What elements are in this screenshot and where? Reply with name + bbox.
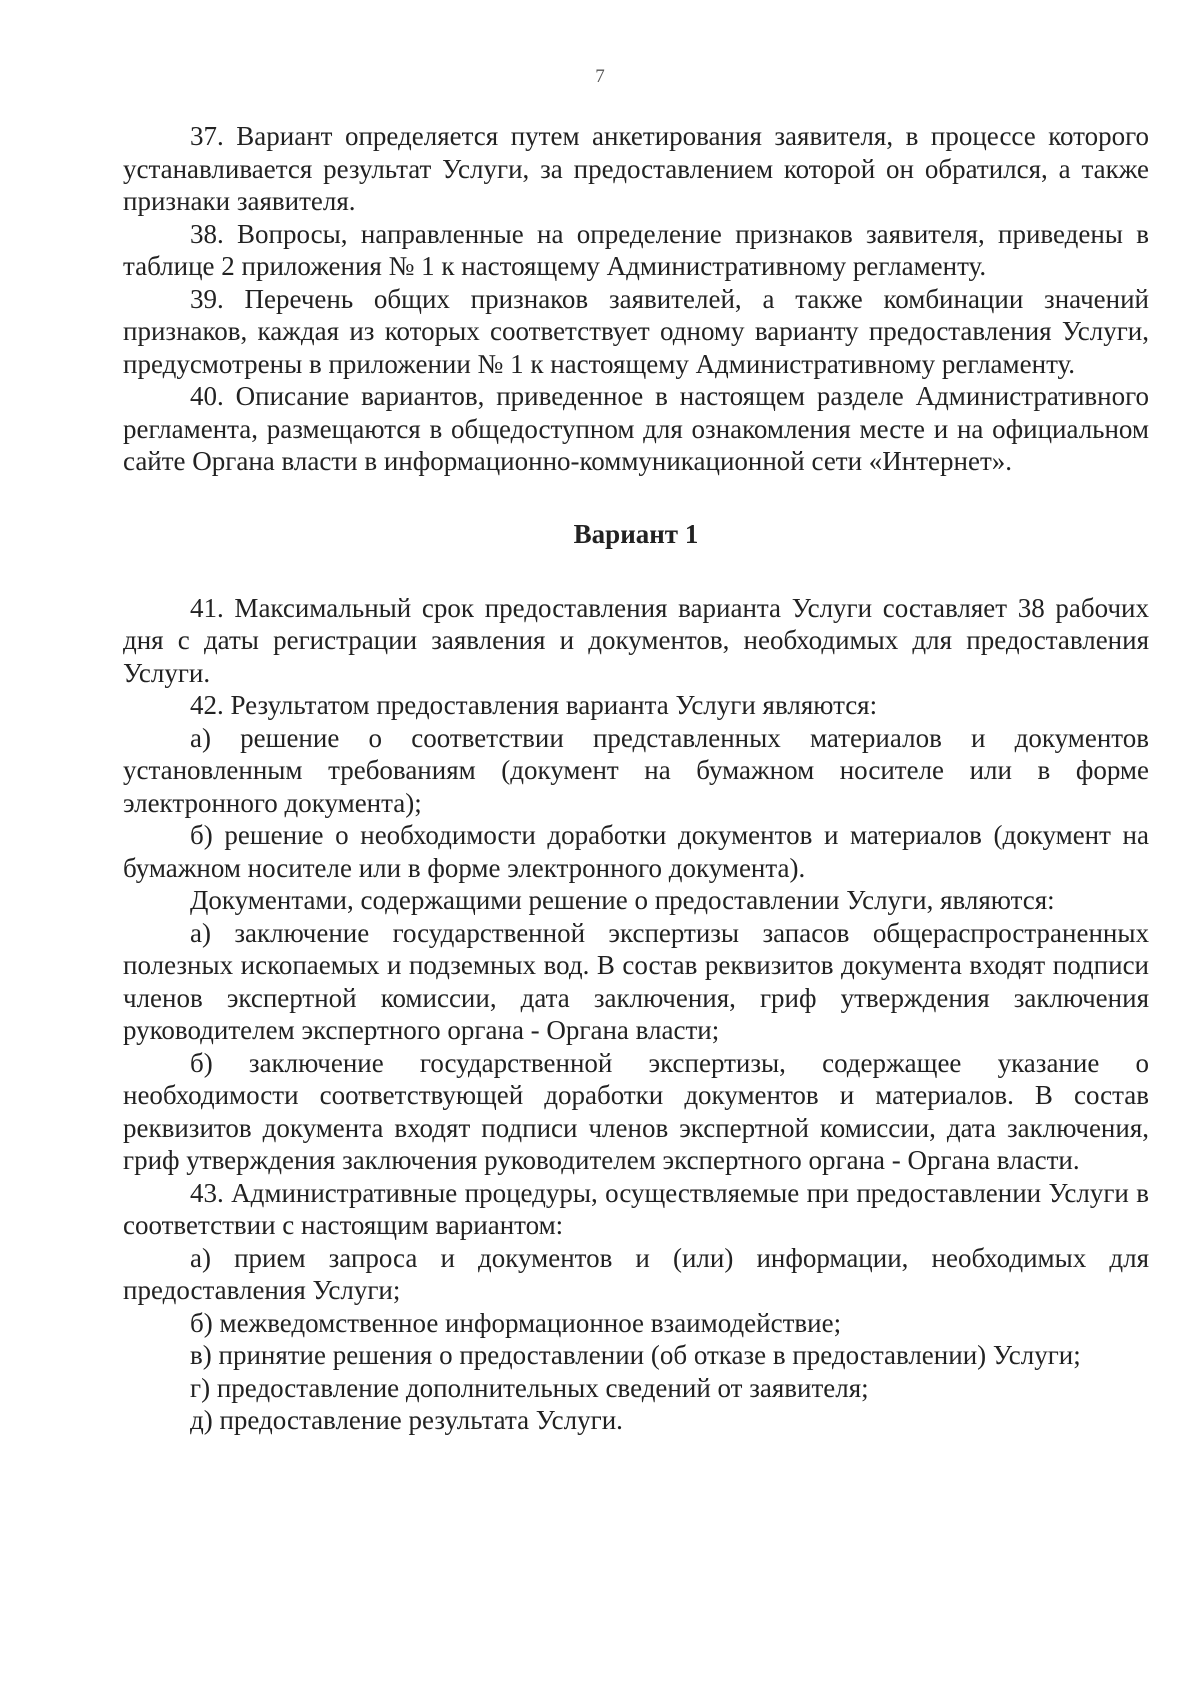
list-item-43-c: в) принятие решения о предоставлении (об отказе в предоставлении) Услуги; (190, 1340, 1081, 1370)
list-item-42-a: а) решение о соответствии представленных материалов и документов установленным требованиям (документ на бумажном носителе или в форме электронного документа); (123, 722, 1149, 818)
document-body (123, 120, 1149, 1437)
page-number: 7 (595, 66, 605, 87)
paragraph-39: 39. Перечень общих признаков заявителей, а также комбинации значений признаков, каждая из которых соответствует одному варианту предоставления Услуги, предусмотрены в приложении № 1 к настоящему Административному регламенту. (123, 283, 1149, 379)
paragraph-37: 37. Вариант определяется путем анкетирования заявителя, в процессе которого устанавливается результат Услуги, за предоставлением которой он обратился, а также признаки заявителя. (123, 121, 1149, 216)
paragraph-41: 41. Максимальный срок предоставления варианта Услуги составляет 38 рабочих дня с даты регистрации заявления и документов, необходимых для предоставления Услуги. (123, 592, 1149, 688)
list-item-43-e: д) предоставление результата Услуги. (190, 1405, 623, 1435)
section-heading: Вариант 1 (573, 518, 699, 549)
list-item-documents-b: б) заключение государственной экспертизы, содержащее указание о необходимости соответствующей доработки документов и материалов. В состав реквизитов документа входят подписи членов экспертной комиссии, дата заключения, гриф утверждения заключения руководителем экспертного органа - Органа власти. (123, 1047, 1149, 1175)
paragraph-40: 40. Описание вариантов, приведенное в настоящем разделе Административного регламента, размещаются в общедоступном для ознакомления месте и на официальном сайте Органа власти в информационно-коммуникационной сети «Интернет». (123, 381, 1149, 476)
paragraph-decision-documents: Документами, содержащими решение о предоставлении Услуги, являются: (190, 885, 1055, 915)
list-item-43-a: а) прием запроса и документов и (или) информации, необходимых для предоставления Услуги; (123, 1242, 1149, 1305)
list-item-42-b: б) решение о необходимости доработки документов и материалов (документ на бумажном носителе или в форме электронного документа). (123, 820, 1149, 883)
paragraph-42: 42. Результатом предоставления варианта Услуги являются: (190, 690, 878, 720)
paragraph-43: 43. Административные процедуры, осуществляемые при предоставлении Услуги в соответствии с настоящим вариантом: (123, 1177, 1149, 1240)
paragraph-38: 38. Вопросы, направленные на определение признаков заявителя, приведены в таблице 2 приложения № 1 к настоящему Административному регламенту. (123, 218, 1149, 281)
list-item-documents-a: а) заключение государственной экспертизы запасов общераспространенных полезных ископаемых и подземных вод. В состав реквизитов документа входят подписи членов экспертной комиссии, дата заключения, гриф утверждения заключения руководителем экспертного органа - Органа власти; (123, 917, 1149, 1045)
list-item-43-d: г) предоставление дополнительных сведений от заявителя; (190, 1372, 869, 1403)
list-item-43-b: б) межведомственное информационное взаимодействие; (190, 1307, 842, 1338)
